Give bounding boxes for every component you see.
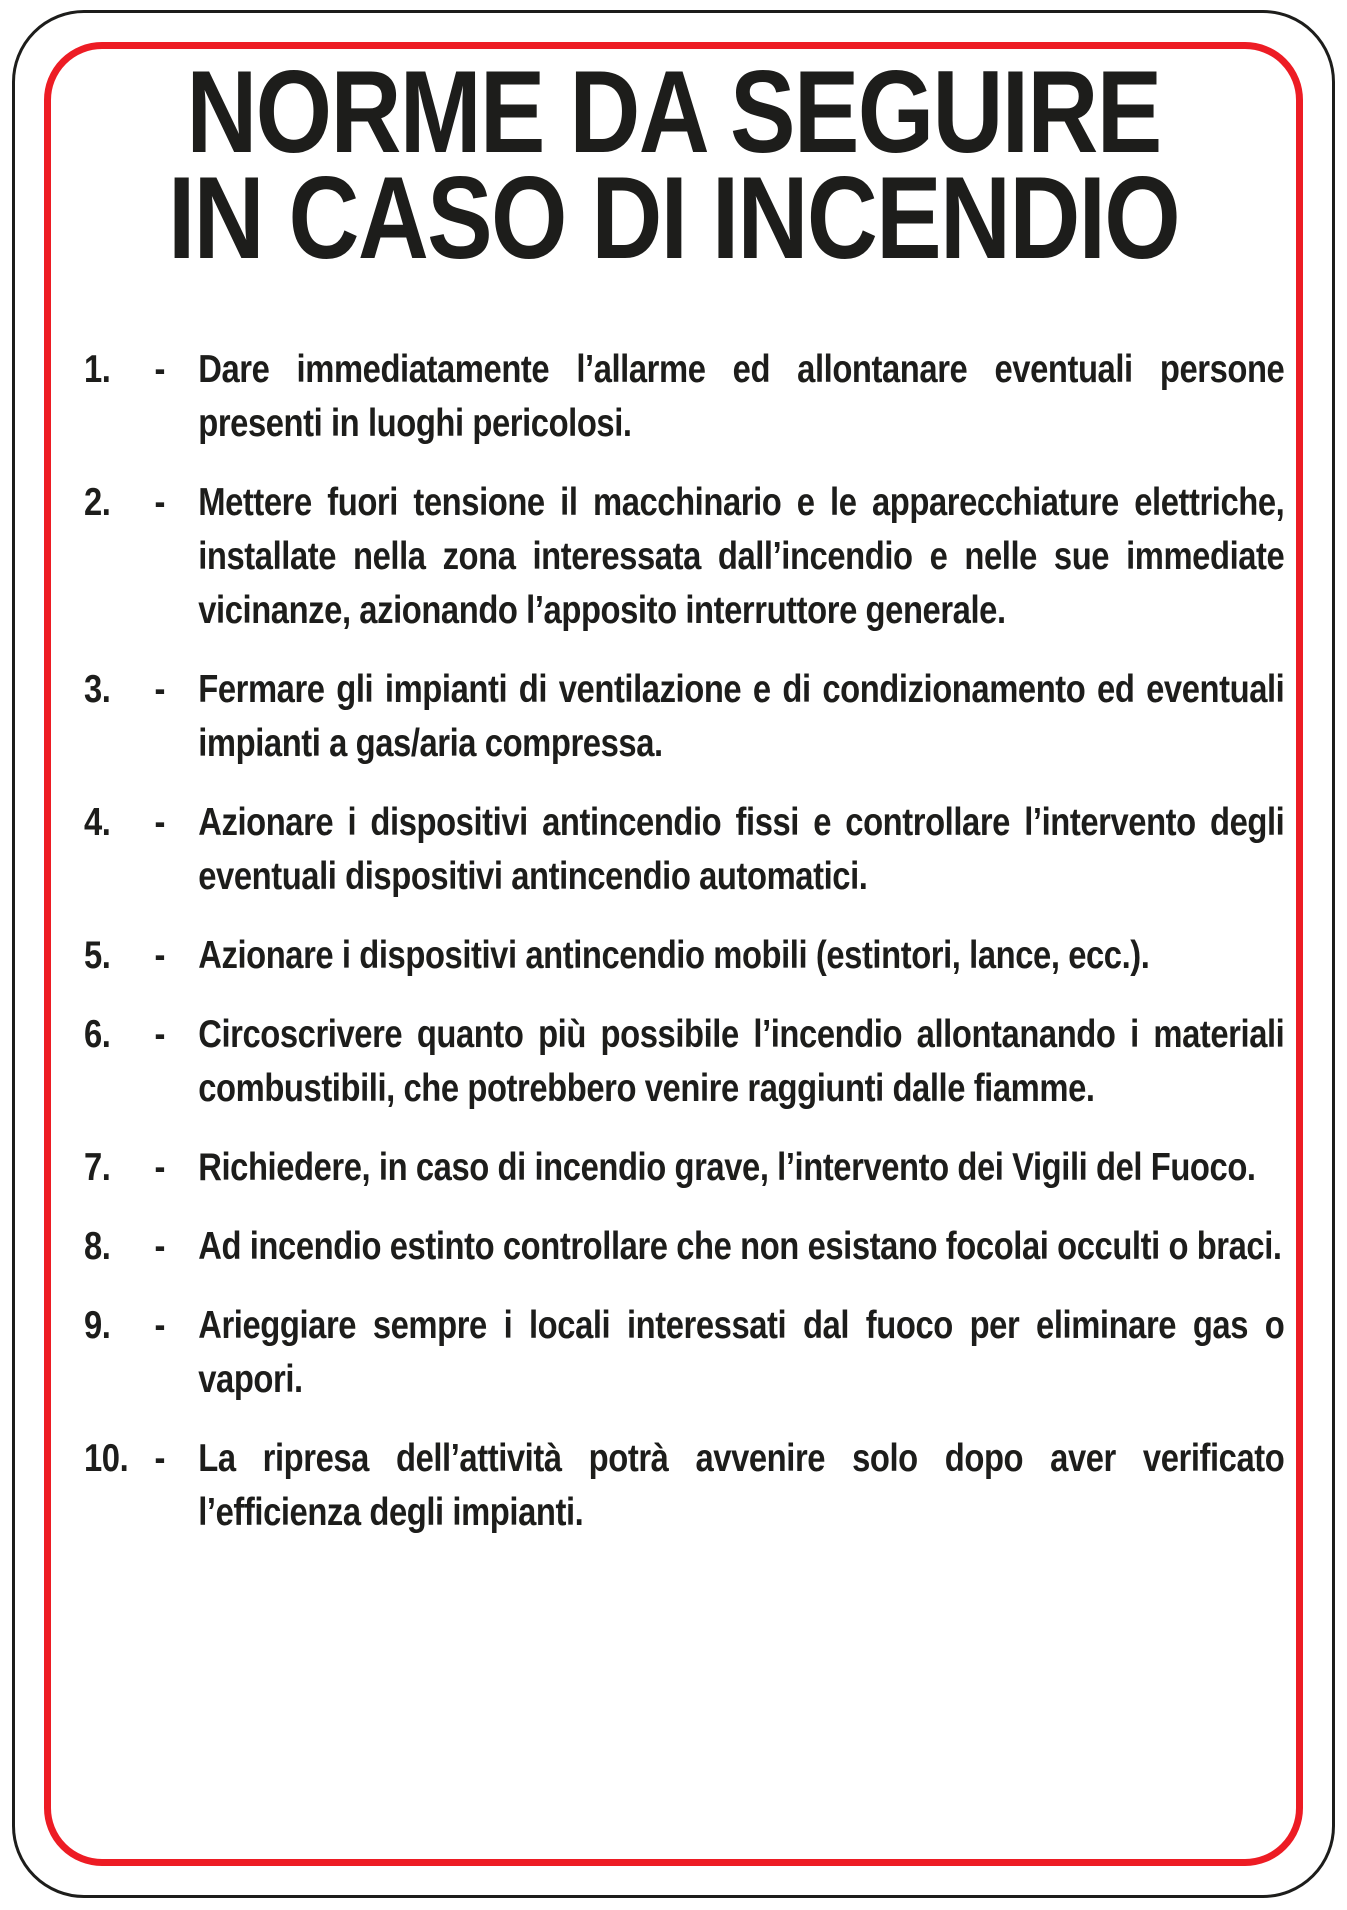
item-text: Mettere fuori tensione il macchinario e le apparecchiature elettriche, installate nella zona interessata dall’incendio e nelle sue immediate vicinanze, azionando l’apposito interruttore generale. xyxy=(198,481,1285,632)
item-number: 2. xyxy=(84,481,111,524)
item-dash: - xyxy=(154,1225,166,1268)
item-dash: - xyxy=(154,1304,166,1347)
fire-safety-sign xyxy=(12,10,1335,1898)
list-item xyxy=(84,1299,1284,1407)
list-item xyxy=(84,476,1284,638)
item-text: Azionare i dispositivi antincendio fissi e controllare l’intervento degli eventuali dispositivi antincendio automatici. xyxy=(198,801,1285,898)
item-dash: - xyxy=(154,934,166,977)
item-number: 8. xyxy=(84,1225,111,1268)
list-item xyxy=(84,1220,1284,1274)
item-text: Circoscrivere quanto più possibile l’incendio allontanando i materiali combustibili, che potrebbero venire raggiunti dalle fiamme. xyxy=(198,1013,1285,1110)
item-text: Dare immediatamente l’allarme ed allontanare eventuali persone presenti in luoghi pericolosi. xyxy=(198,348,1285,445)
item-dash: - xyxy=(154,668,166,711)
item-number: 3. xyxy=(84,668,111,711)
item-text: Ad incendio estinto controllare che non esistano focolai occulti o braci. xyxy=(198,1225,1282,1268)
item-dash: - xyxy=(154,1146,166,1189)
item-number: 4. xyxy=(84,801,111,844)
rules-list xyxy=(84,343,1284,1540)
item-text: Fermare gli impianti di ventilazione e di condizionamento ed eventuali impianti a gas/aria compressa. xyxy=(198,668,1285,765)
item-text: Arieggiare sempre i locali interessati dal fuoco per eliminare gas o vapori. xyxy=(198,1304,1285,1401)
item-dash: - xyxy=(154,348,166,391)
red-border-frame xyxy=(44,42,1303,1866)
sign-title-line-1: NORME DA SEGUIRE xyxy=(186,46,1161,177)
sign-title-line-2: IN CASO DI INCENDIO xyxy=(167,152,1180,283)
item-dash: - xyxy=(154,801,166,844)
item-dash: - xyxy=(154,481,166,524)
list-item xyxy=(84,663,1284,771)
item-dash: - xyxy=(154,1013,166,1056)
item-number: 6. xyxy=(84,1013,111,1056)
item-number: 5. xyxy=(84,934,111,977)
list-item xyxy=(84,1141,1284,1195)
list-item xyxy=(84,929,1284,983)
item-number: 7. xyxy=(84,1146,111,1189)
item-number: 1. xyxy=(84,348,111,391)
list-item xyxy=(84,796,1284,904)
sign-title xyxy=(151,46,1197,283)
item-text: La ripresa dell’attività potrà avvenire solo dopo aver verificato l’efficienza degli impianti. xyxy=(198,1437,1285,1534)
item-text: Richiedere, in caso di incendio grave, l’intervento dei Vigili del Fuoco. xyxy=(198,1146,1256,1189)
item-number: 9. xyxy=(84,1304,111,1347)
item-number: 10. xyxy=(84,1437,129,1480)
list-item xyxy=(84,1432,1284,1540)
list-item xyxy=(84,1008,1284,1116)
list-item xyxy=(84,343,1284,451)
item-text: Azionare i dispositivi antincendio mobili (estintori, lance, ecc.). xyxy=(198,934,1150,977)
item-dash: - xyxy=(154,1437,166,1480)
